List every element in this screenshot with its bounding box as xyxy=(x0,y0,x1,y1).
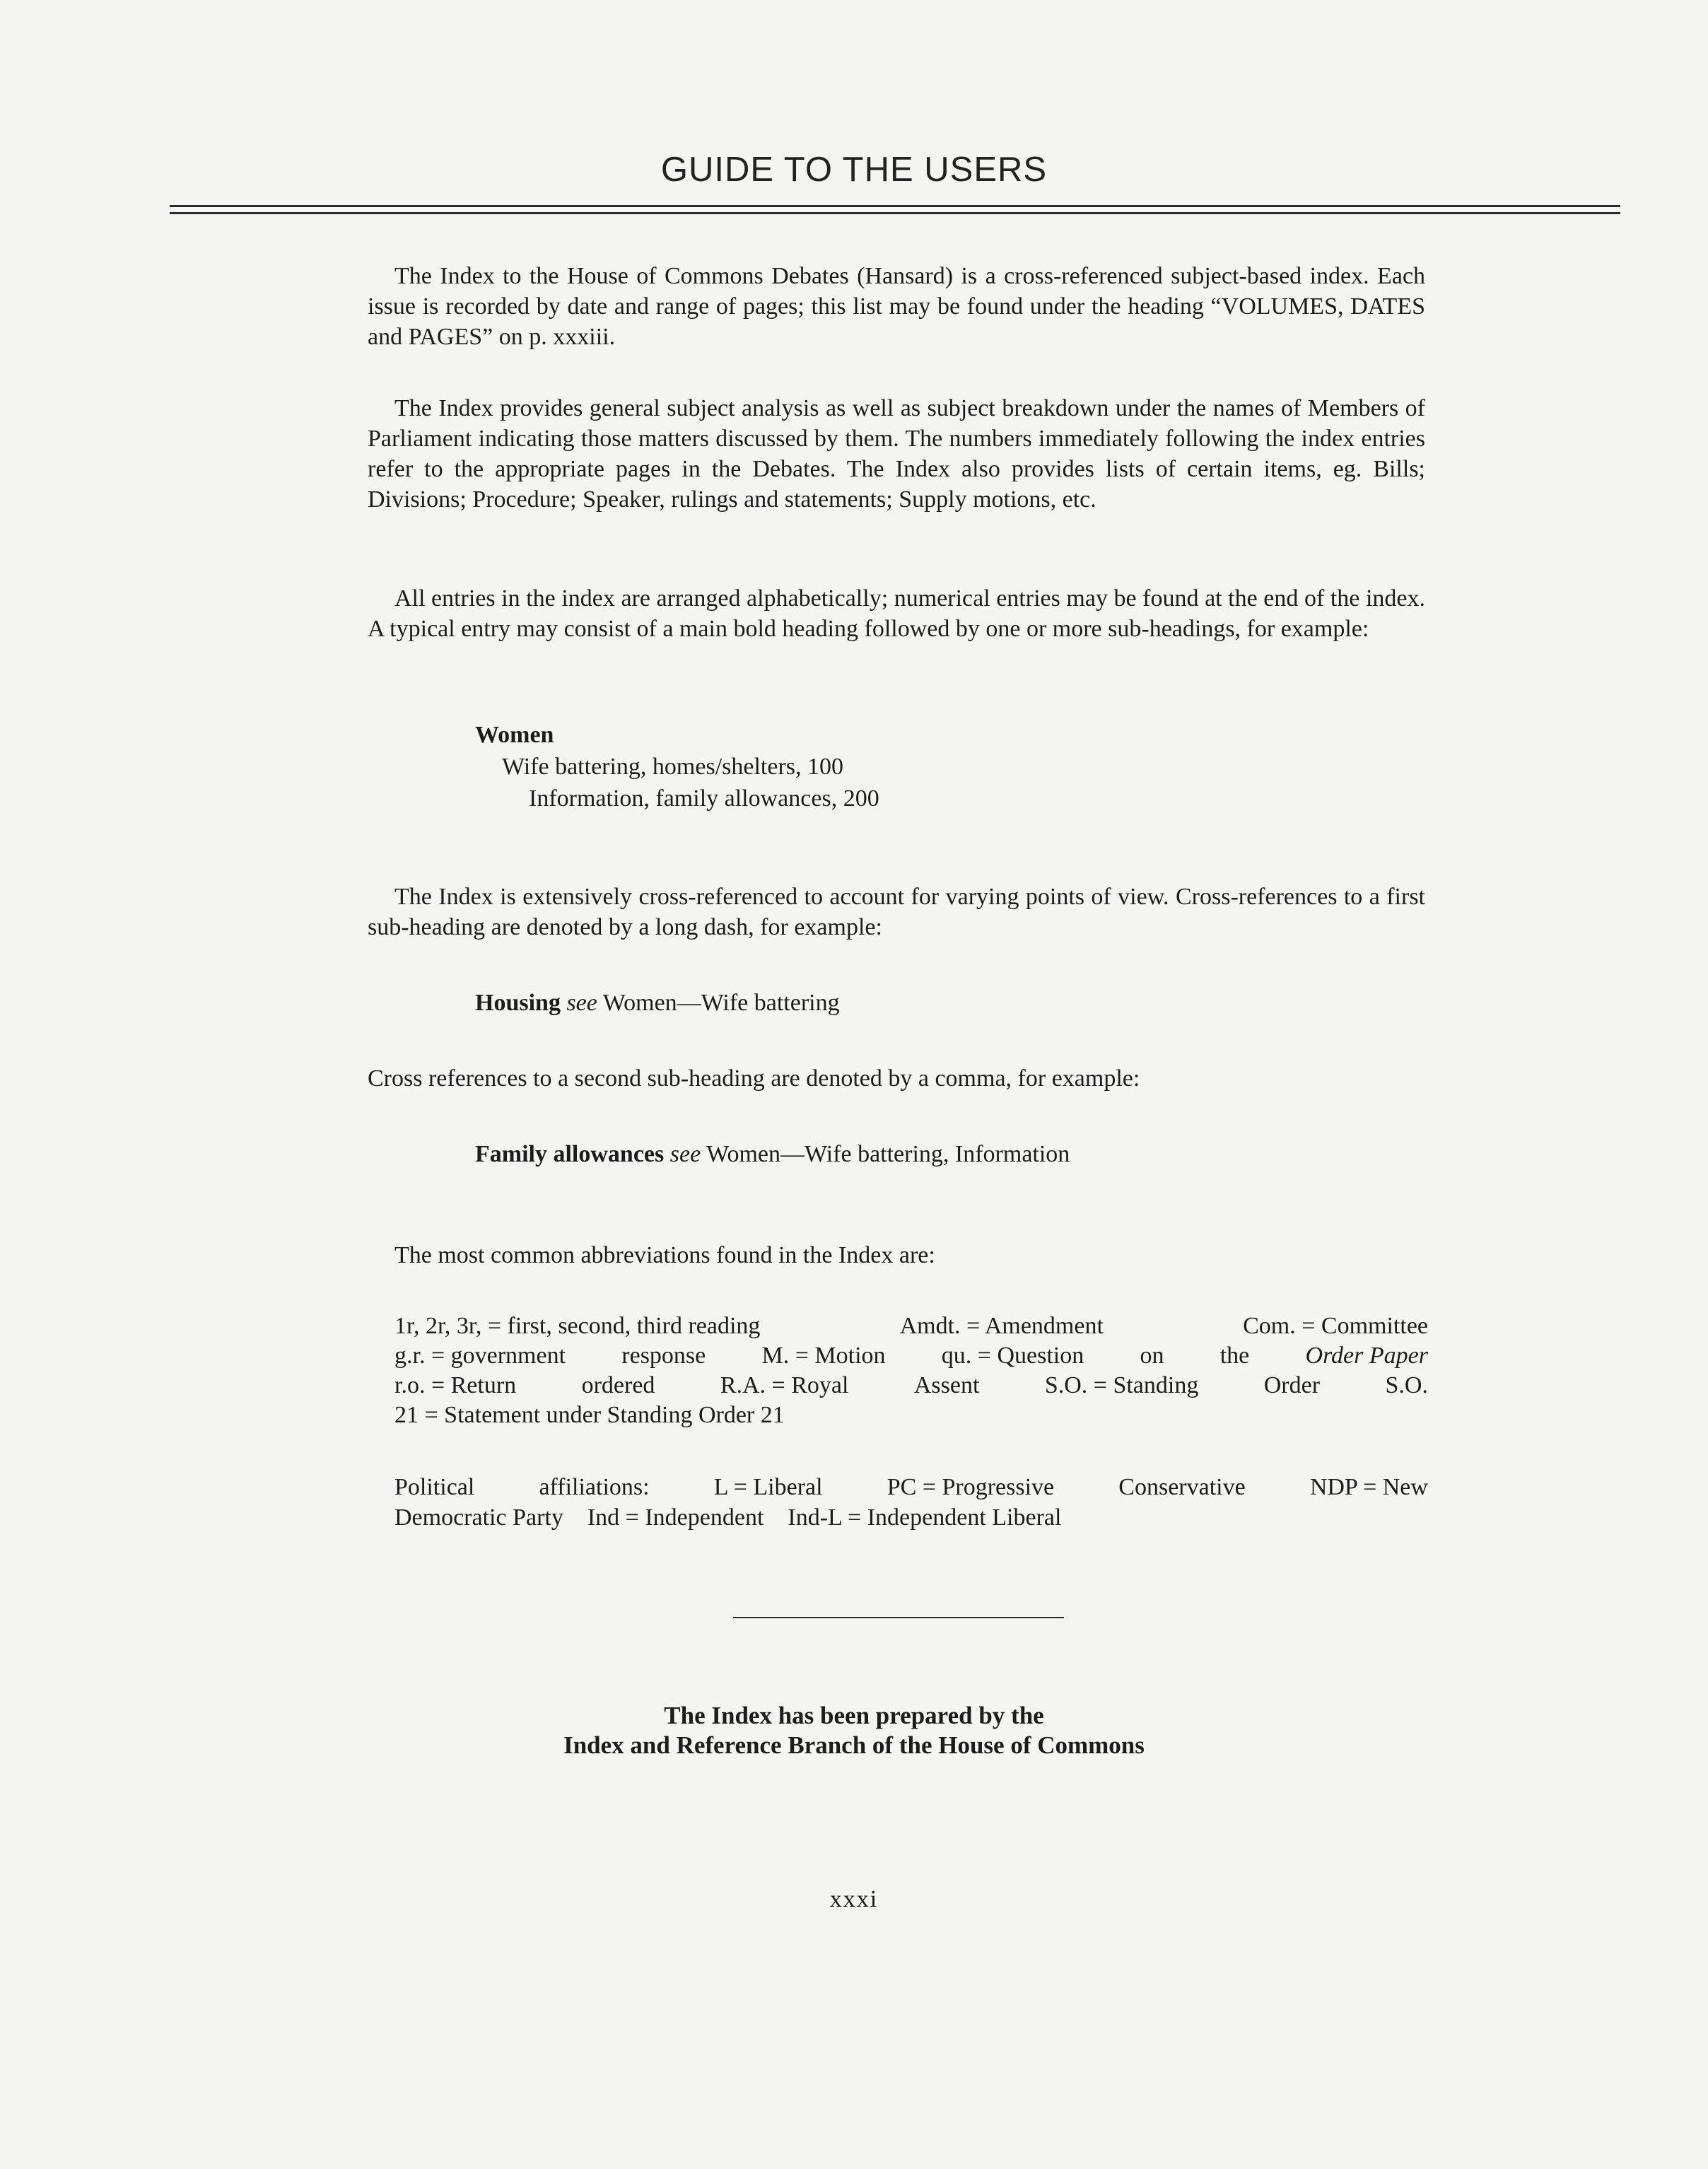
subject-analysis-paragraph: The Index provides general subject analysis as well as subject breakdown under the names of Members of Parliament indicating those matters discussed by them. The numbers immediately following the index entries refer to the appropriate pages in the Debates. The Index also provides lists of certain items, eg. Bills; Divisions; Procedure; Speaker, rulings and statements; Supply motions, etc. xyxy=(368,395,1425,513)
abbr-standing-cont: Order xyxy=(1263,1372,1321,1398)
cross-reference-example-1 xyxy=(475,987,840,1019)
abbr-question: qu. = Question xyxy=(941,1343,1084,1369)
affil-ind-liberal: Ind-L = Independent Liberal xyxy=(788,1504,1062,1531)
intro-paragraph: The Index to the House of Commons Debates (Hansard) is a cross-referenced subject-based index. Each issue is recorded by date and range of pages; this list may be found under the heading “VOLUMES, DATES and PAGES” on p. xxxiii. xyxy=(368,263,1425,350)
abbr-gr-cont: response xyxy=(621,1343,706,1369)
affil-independent: Ind = Independent xyxy=(587,1504,764,1531)
cross-ref-1-see: see xyxy=(566,990,597,1016)
abbr-royal: R.A. = Royal xyxy=(720,1372,849,1398)
abbr-motion: M. = Motion xyxy=(761,1343,886,1369)
affiliations-row-1 xyxy=(394,1473,1428,1502)
abbr-amendment: Amdt. = Amendment xyxy=(899,1313,1104,1339)
abbr-question-the: the xyxy=(1219,1343,1250,1369)
example-subheading-1: Wife battering, homes/shelters, 100 xyxy=(502,754,844,780)
abbreviations-row-3 xyxy=(394,1371,1428,1401)
cross-reference-example-2 xyxy=(475,1138,1070,1171)
abbr-return: r.o. = Return xyxy=(394,1372,517,1398)
cross-reference-paragraph: The Index is extensively cross-referenced to account for varying points of view. Cross-references to a first sub-heading are denoted by a long dash, for example: xyxy=(368,884,1425,940)
abbr-royal-cont: Assent xyxy=(913,1372,980,1398)
abbr-so21-start: S.O. xyxy=(1385,1372,1428,1398)
cross-ref-2-heading: Family allowances xyxy=(475,1141,665,1167)
cross-ref-2-see: see xyxy=(669,1141,701,1167)
affiliations-row-2 xyxy=(394,1502,1061,1534)
example-heading-text: Women xyxy=(475,722,554,748)
affil-label-1: Political xyxy=(394,1474,475,1500)
affil-pc: PC = Progressive xyxy=(887,1474,1055,1500)
arrangement-paragraph: All entries in the index are arranged alphabetically; numerical entries may be found at the end of the index. A typical entry may consist of a main bold heading followed by one or more sub-headings, for example: xyxy=(368,585,1425,642)
title-rule-bottom xyxy=(170,212,1620,214)
affil-ndp-cont: Democratic Party xyxy=(394,1504,563,1531)
cross-ref-1-heading: Housing xyxy=(475,990,561,1016)
second-subheading-note: Cross references to a second sub-heading are denoted by a comma, for example: xyxy=(368,1065,1140,1092)
page-title: GUIDE TO THE USERS xyxy=(660,151,1048,189)
abbr-order-paper: Order Paper xyxy=(1305,1343,1428,1369)
title-rule-top xyxy=(170,205,1620,207)
affil-pc-cont: Conservative xyxy=(1118,1474,1246,1500)
abbr-question-on: on xyxy=(1140,1343,1164,1369)
example-subheading-2: Information, family allowances, 200 xyxy=(529,785,879,812)
abbr-reading: 1r, 2r, 3r, = first, second, third reading xyxy=(394,1313,761,1339)
abbreviations-intro: The most common abbreviations found in the Index are: xyxy=(394,1242,935,1268)
abbreviations-row-2 xyxy=(394,1341,1428,1371)
abbr-committee: Com. = Committee xyxy=(1243,1313,1428,1339)
affil-ndp: NDP = New xyxy=(1309,1474,1428,1500)
affil-liberal: L = Liberal xyxy=(713,1474,823,1500)
example-heading xyxy=(475,719,554,752)
abbr-return-cont: ordered xyxy=(581,1372,655,1398)
abbr-standing: S.O. = Standing xyxy=(1044,1372,1199,1398)
cross-ref-2-target: Women—Wife battering, Information xyxy=(706,1141,1070,1167)
credit-line-2: Index and Reference Branch of the House of Commons xyxy=(563,1731,1145,1759)
abbreviations-row-4: 21 = Statement under Standing Order 21 xyxy=(394,1402,785,1428)
page-number: xxxi xyxy=(829,1886,879,1912)
affil-label-2: affiliations: xyxy=(539,1474,650,1500)
section-divider xyxy=(733,1617,1064,1618)
credit-line-1: The Index has been prepared by the xyxy=(664,1702,1044,1729)
abbreviations-row-1 xyxy=(394,1311,1428,1341)
abbr-gr: g.r. = government xyxy=(394,1343,566,1369)
cross-ref-1-target: Women—Wife battering xyxy=(602,990,840,1016)
